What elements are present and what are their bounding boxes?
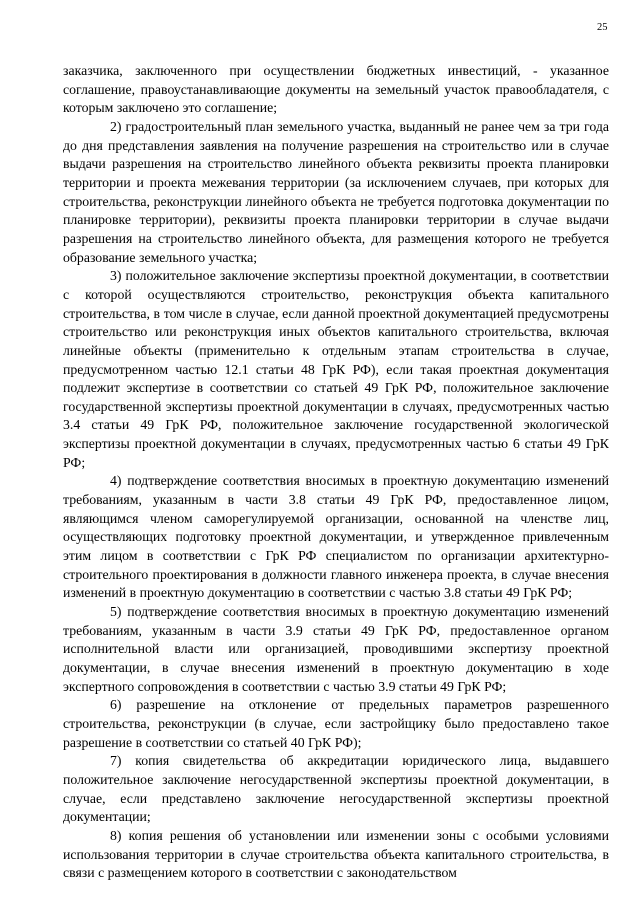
paragraph-item-2: 2) градостроительный план земельного участка, выданный не ранее чем за три года до дня представления заявления на получение разрешения на строительство или в случае выдачи разрешения на строительство линейного объекта реквизиты проекта планировки территории и проекта межевания территории (за исключением случаев, при которых для строительства, реконструкции линейного объекта не требуется подготовка документации по планировке территории), реквизиты проекта планировки территории в случае выдачи разрешения на строительство линейного объекта, для размещения которого не требуется образование земельного участка; bbox=[63, 118, 609, 265]
paragraph-item-4: 4) подтверждение соответствия вносимых в проектную документацию изменений требованиям, указанным в части 3.8 статьи 49 ГрК РФ, предоставленное лицом, являющимся членом саморегулируемой организации, основанной на членстве лиц, осуществляющих подготовку проектной документации, и утвержденное привлеченным этим лицом в соответствии с ГрК РФ специалистом по организации архитектурно-строительного проектирования в должности главного инженера проекта, в случае внесения изменений в проектную документацию в соответствии с частью 3.8 статьи 49 ГрК РФ; bbox=[63, 473, 609, 601]
paragraph-item-3: 3) положительное заключение экспертизы проектной документации, в соответствии с которой осуществляются строительство, реконструкция объекта капитального строительства, в том числе в случае, если данной проектной документацией предусмотрены строительство или реконструкция иных объектов капитального строительства, включая линейные объекты (применительно к отдельным этапам строительства в случае, предусмотренном частью 12.1 статьи 48 ГрК РФ), если такая проектная документация подлежит экспертизе в соответствии со статьей 49 ГрК РФ, положительное заключение государственной экспертизы проектной документации в случаях, предусмотренных частью 3.4 статьи 49 ГрК РФ, положительное заключение государственной экологической экспертизы проектной документации в случаях, предусмотренных частью 6 статьи 49 ГрК РФ; bbox=[63, 268, 609, 470]
document-body bbox=[63, 62, 609, 883]
paragraph-item-6: 6) разрешение на отклонение от предельных параметров разрешенного строительства, реконструкции (в случае, если застройщику было предоставлено такое разрешение в соответствии со статьей 40 ГрК РФ); bbox=[63, 697, 609, 750]
paragraph-item-7: 7) копия свидетельства об аккредитации юридического лица, выдавшего положительное заключение негосударственной экспертизы проектной документации, в случае, если представлено заключение негосударственной экспертизы проектной документации; bbox=[63, 753, 609, 825]
paragraph-item-8: 8) копия решения об установлении или изменении зоны с особыми условиями использования территории в случае строительства объекта капитального строительства, в связи с размещением которого в соответствии с законодательством bbox=[63, 827, 609, 881]
paragraph-item-5: 5) подтверждение соответствия вносимых в проектную документацию изменений требованиям, указанным в части 3.9 статьи 49 ГрК РФ, предоставленное органом исполнительной власти или организацией, проводившими экспертизу проектной документации, в случае внесения изменений в проектную документацию в ходе экспертного сопровождения в соответствии с частью 3.9 статьи 49 ГрК РФ; bbox=[63, 604, 609, 694]
page-number: 25 bbox=[597, 22, 608, 33]
paragraph-continuation: заказчика, заключенного при осуществлении бюджетных инвестиций, - указанное соглашение, правоустанавливающие документы на земельный участок правообладателя, с которым заключено это соглашение; bbox=[63, 63, 609, 116]
